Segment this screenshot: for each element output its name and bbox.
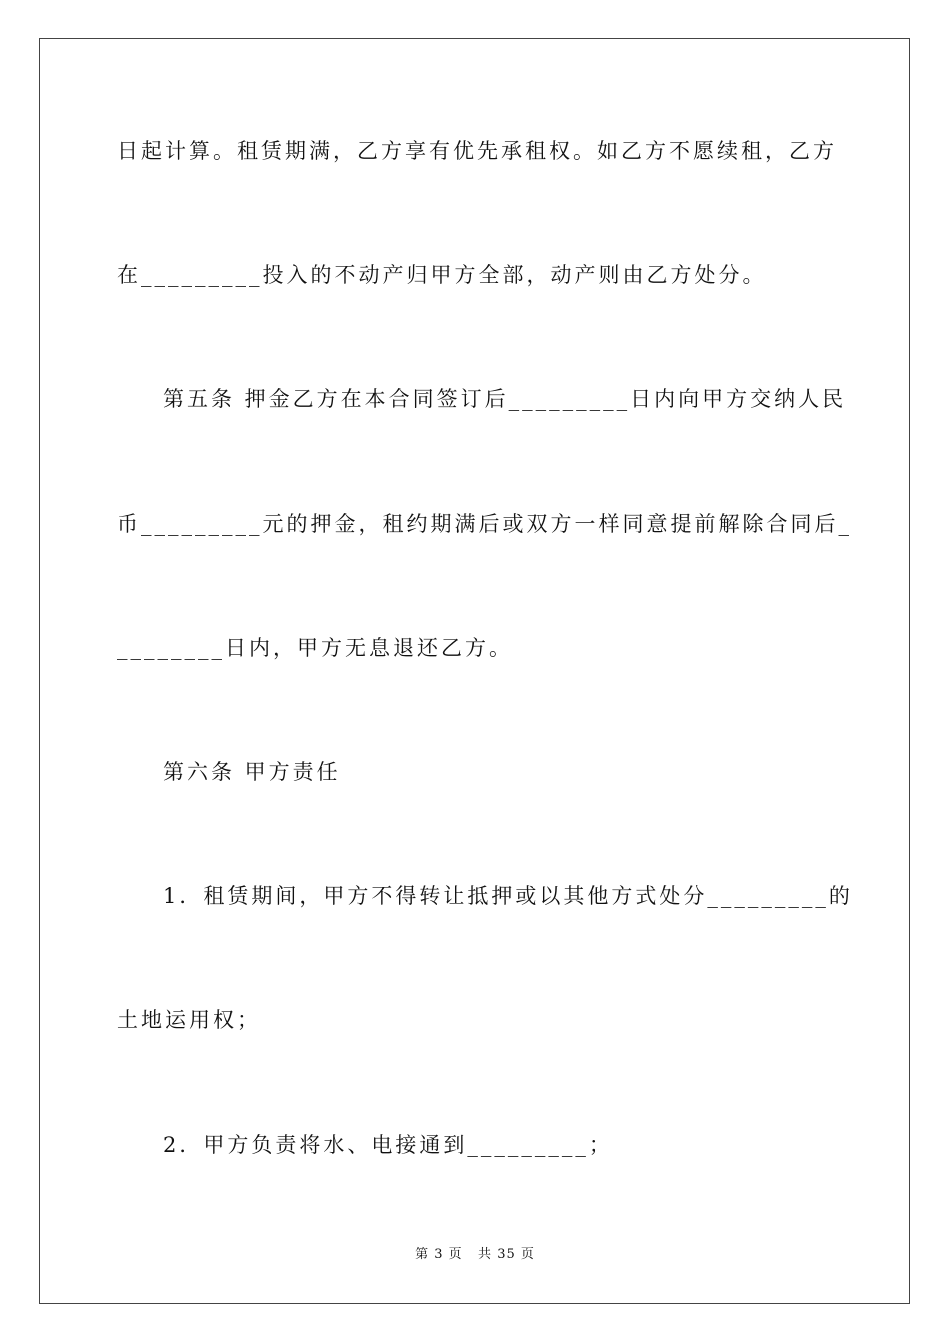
clause-5-line-2: 币_________元的押金，租约期满后或双方一样同意提前解除合同后_ — [117, 512, 852, 536]
item-1-line-1: 1．租赁期间，甲方不得转让抵押或以其他方式处分_________的 — [163, 884, 853, 908]
clause-5-line-3: ________日内，甲方无息退还乙方。 — [117, 636, 513, 660]
page-number-footer: 第 3 页 共 35 页 — [415, 1247, 535, 1262]
body-line-2: 在_________投入的不动产归甲方全部，动产则由乙方处分。 — [117, 263, 767, 287]
page-frame — [39, 38, 910, 1304]
item-2-line-1: 2．甲方负责将水、电接通到_________； — [163, 1133, 613, 1157]
clause-6-heading: 第六条 甲方责任 — [163, 760, 341, 784]
body-line-1: 日起计算。租赁期满，乙方享有优先承租权。如乙方不愿续租，乙方 — [117, 139, 837, 163]
clause-5-line-1: 第五条 押金乙方在本合同签订后_________日内向甲方交纳人民 — [163, 387, 847, 411]
item-1-line-2: 土地运用权； — [117, 1008, 261, 1032]
